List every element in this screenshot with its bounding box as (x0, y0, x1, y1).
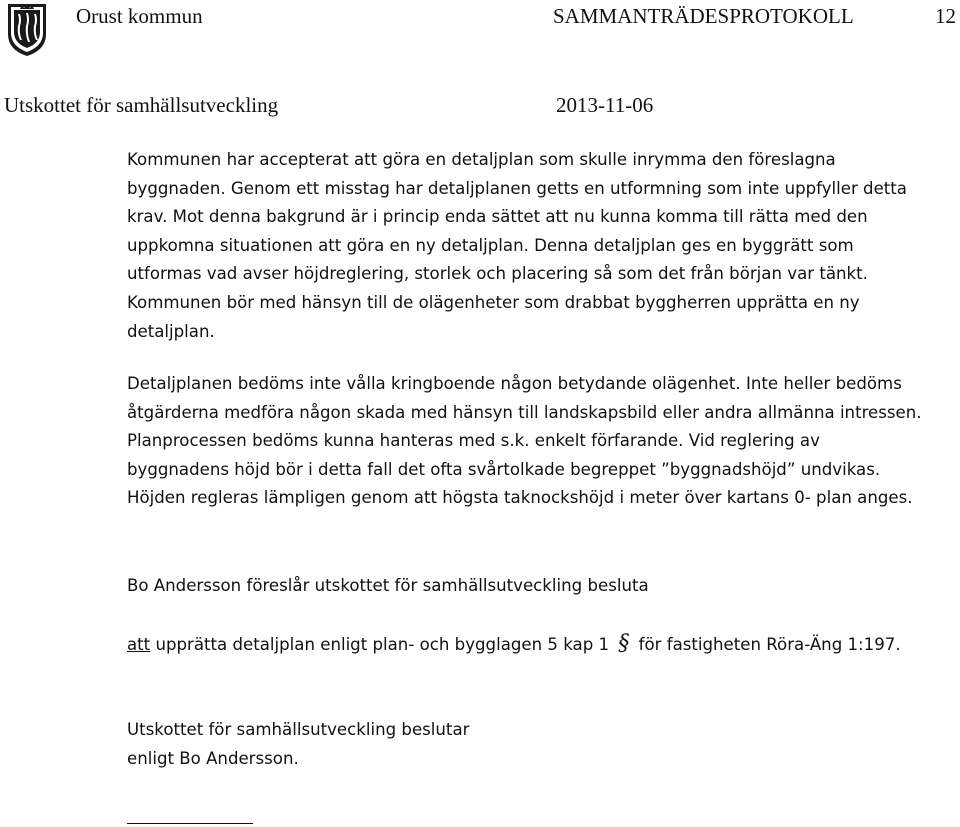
meeting-date: 2013-11-06 (556, 93, 654, 117)
section-sign: § (618, 631, 630, 656)
document-type: SAMMANTRÄDESPROTOKOLL (553, 4, 854, 28)
proposal-text: Bo Andersson föreslår utskottet för samhällsutveckling besluta (127, 576, 649, 595)
motion-text-part-2: för fastigheten Röra-Äng 1:197. (638, 635, 901, 654)
motion-text (127, 630, 927, 660)
signature-line (127, 823, 253, 824)
motion-text-part-1: upprätta detaljplan enligt plan- och bygglagen 5 kap 1 (155, 635, 610, 654)
paragraph-assessment: Detaljplanen bedöms inte vålla kringboende någon betydande olägenhet. Inte heller bedöms åtgärderna medföra någon skada med hänsyn till landskapsbild eller andra allmänna intressen. Planprocessen bedöms kunna hanteras med s.k. enkelt förfarande. Vid reglering av byggnadens höjd bör i detta fall det ofta svårtolkade begreppet ”byggnadshöjd” undvikas. Höjden regleras lämpligen genom att högsta taknockshöjd i meter över kartans 0- plan anges. (127, 374, 922, 508)
municipality-name: Orust kommun (76, 4, 203, 28)
municipal-coat-of-arms-icon (6, 2, 48, 58)
decision-text (127, 716, 927, 773)
page-number: 12 (935, 4, 956, 28)
committee-name: Utskottet för samhällsutveckling (4, 93, 279, 117)
decision-line-1: Utskottet för samhällsutveckling beslutar (127, 720, 470, 739)
motion-keyword: att (127, 635, 151, 654)
decision-line-2: enligt Bo Andersson. (127, 748, 299, 768)
paragraph-background: Kommunen har accepterat att göra en detaljplan som skulle inrymma den föreslagna byggnaden. Genom ett misstag har detaljplanen getts en utformning som inte uppfyller detta krav. Mot denna bakgrund är i princip enda sättet att nu kunna komma till rätta med den uppkomna situationen att göra en ny detaljplan. Denna detaljplan ges en byggrätt som utformas vad avser höjdreglering, storlek och placering så som det från början var tänkt. Kommunen bör med hänsyn till de olägenheter som drabbat byggherren upprätta en ny detaljplan. (127, 150, 907, 341)
